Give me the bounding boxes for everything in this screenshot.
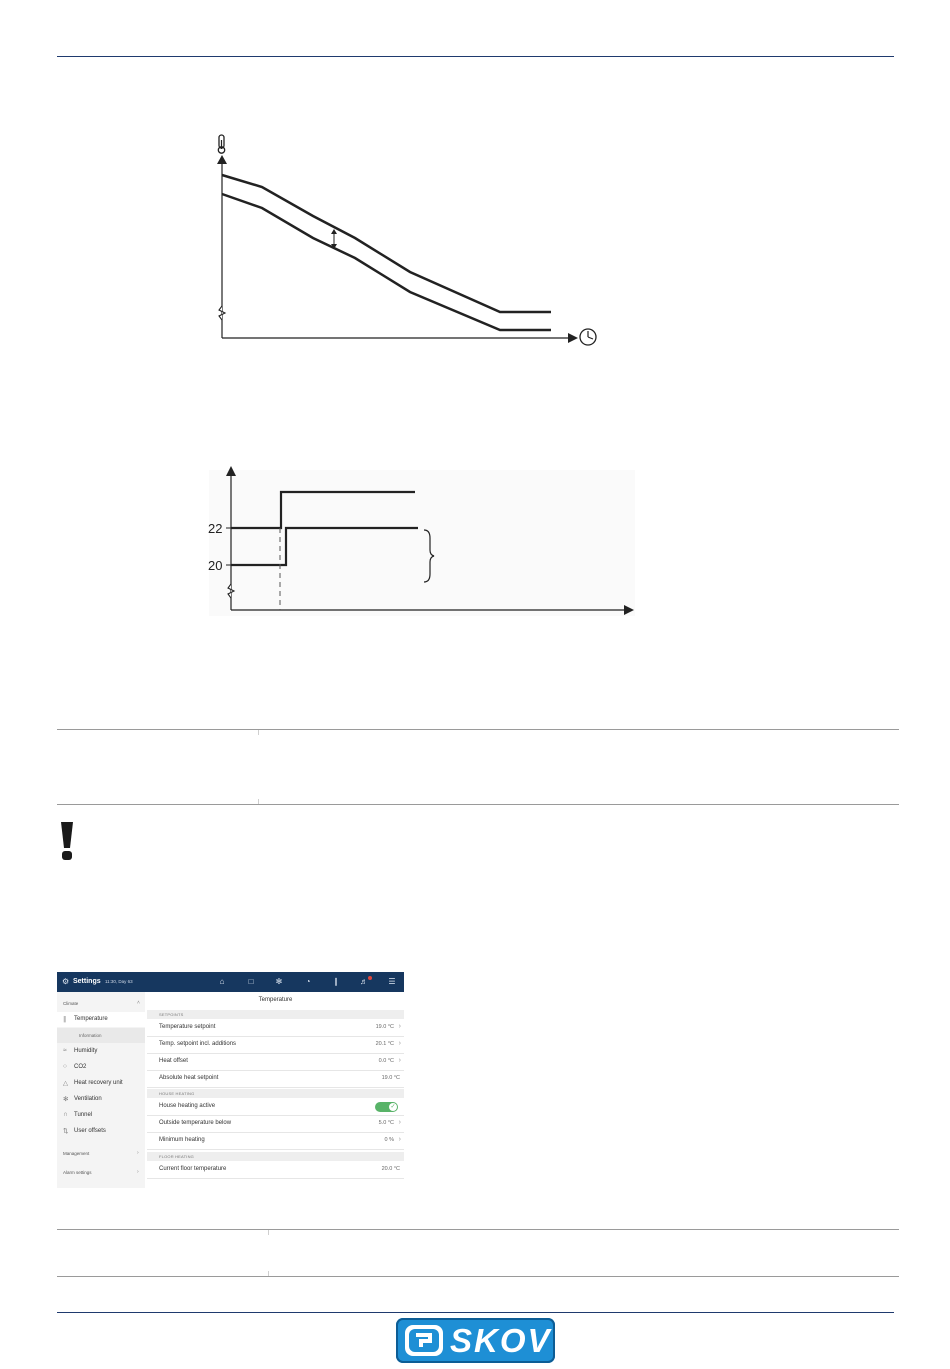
setting-row-temp-setpoint-incl-additions[interactable]: Temp. setpoint incl. additions 20.1 °C ›	[147, 1037, 404, 1054]
main-panel	[147, 992, 404, 1188]
logo-text: SKOV	[450, 1322, 552, 1359]
upper-curve	[222, 175, 551, 312]
thermometer-icon	[218, 135, 224, 153]
section-heading-floor-heating: FLOOR HEATING	[147, 1152, 404, 1161]
chevron-right-icon: ›	[398, 1119, 401, 1126]
thermometer-icon[interactable]: ∥	[334, 977, 338, 986]
skov-logo	[396, 1318, 555, 1363]
logo-mark-icon	[404, 1324, 444, 1357]
chevron-up-icon: ˄	[137, 1000, 140, 1006]
sidebar	[57, 992, 145, 1188]
difference-brace	[424, 530, 434, 582]
chevron-right-icon: ›	[398, 1057, 401, 1064]
lower-curve	[222, 194, 551, 330]
fan-icon[interactable]: ✻	[275, 977, 283, 986]
house-icon[interactable]: □	[248, 977, 254, 986]
sidebar-item-humidity[interactable]: ≈ Humidity	[63, 1047, 98, 1054]
clock-icon	[580, 329, 596, 345]
chevron-right-icon: ›	[137, 1169, 139, 1175]
chevron-right-icon: ›	[398, 1136, 401, 1143]
y-axis-arrow	[226, 466, 236, 476]
y-tick-20: 20	[208, 558, 223, 573]
sidebar-item-ventilation[interactable]: ✻ Ventilation	[63, 1096, 102, 1103]
co2-icon: ○	[63, 1063, 67, 1070]
heating-curve-figure	[205, 128, 605, 353]
setting-row-house-heating-active[interactable]: House heating active ✓	[147, 1099, 404, 1116]
section-heading-setpoints: SETPOINTS	[147, 1010, 404, 1019]
header-rule	[57, 56, 894, 57]
chevron-right-icon: ›	[398, 1040, 401, 1047]
app-header	[57, 972, 404, 992]
table-bottom-rule	[57, 804, 899, 805]
lower-step-line	[231, 528, 418, 565]
settings-screenshot	[57, 972, 404, 1188]
y-axis-arrow	[217, 155, 227, 164]
bell-icon[interactable]: ♬	[360, 977, 368, 986]
setting-row-temperature-setpoint[interactable]: Temperature setpoint 19.0 °C ›	[147, 1020, 404, 1037]
y-tick-22: 22	[208, 521, 223, 536]
y-axis-break	[219, 306, 225, 320]
offset-icon: ⇅	[63, 1128, 69, 1135]
table-top-rule	[57, 729, 899, 730]
x-axis-arrow	[568, 333, 578, 343]
sidebar-item-information[interactable]: Information	[57, 1028, 145, 1043]
upper-step-line	[231, 492, 415, 528]
setting-row-current-floor-temperature: Current floor temperature 20.0 °C	[147, 1162, 404, 1179]
sidebar-item-co2[interactable]: ○ CO2	[63, 1063, 87, 1070]
setting-row-minimum-heating[interactable]: Minimum heating 0 % ›	[147, 1133, 404, 1150]
menu-icon[interactable]: ☰	[388, 977, 396, 986]
heat-recovery-icon: △	[63, 1080, 68, 1087]
sidebar-item-user-offsets[interactable]: ⇅ User offsets	[63, 1128, 106, 1135]
sidebar-item-tunnel[interactable]: ∩ Tunnel	[63, 1111, 93, 1118]
humidity-icon: ≈	[63, 1047, 67, 1054]
ventilation-icon: ✻	[63, 1096, 69, 1103]
setting-row-outside-temperature-below[interactable]: Outside temperature below 5.0 °C ›	[147, 1116, 404, 1133]
setting-row-heat-offset[interactable]: Heat offset 0.0 °C ›	[147, 1054, 404, 1071]
tunnel-icon: ∩	[63, 1111, 68, 1118]
chevron-right-icon: ›	[398, 1023, 401, 1030]
app-subtitle: 11:30, Day 63	[105, 979, 133, 984]
sidebar-group-alarm-settings[interactable]: Alarm settings	[63, 1170, 92, 1175]
sidebar-item-temperature[interactable]: ∥ Temperature	[57, 1012, 145, 1027]
table2-top-rule	[57, 1229, 899, 1230]
setting-row-absolute-heat-setpoint: Absolute heat setpoint 19.0 °C	[147, 1071, 404, 1088]
check-icon: ✓	[390, 1104, 396, 1110]
notification-dot	[368, 976, 372, 980]
y-axis-break	[228, 584, 234, 598]
exclamation-icon	[58, 820, 76, 862]
house-heating-toggle[interactable]	[375, 1102, 398, 1112]
footer-rule	[57, 1312, 894, 1313]
page-title: Temperature	[258, 997, 293, 1003]
chevron-right-icon: ›	[137, 1150, 139, 1156]
section-heading-house-heating: HOUSE HEATING	[147, 1089, 404, 1098]
step-setpoint-figure	[200, 462, 645, 622]
gauge-icon[interactable]: ◔	[305, 977, 311, 986]
sidebar-group-climate[interactable]: Climate	[63, 1001, 79, 1006]
sidebar-item-heat-recovery[interactable]: △ Heat recovery unit	[63, 1080, 123, 1087]
app-title: Settings	[73, 978, 101, 985]
x-axis-arrow	[624, 605, 634, 615]
home-icon[interactable]: ⌂	[219, 977, 225, 986]
table2-bottom-rule	[57, 1276, 899, 1277]
sidebar-group-management[interactable]: Management	[63, 1151, 90, 1156]
settings-icon[interactable]: ⚙	[62, 977, 70, 986]
thermometer-icon: ∥	[63, 1016, 67, 1023]
